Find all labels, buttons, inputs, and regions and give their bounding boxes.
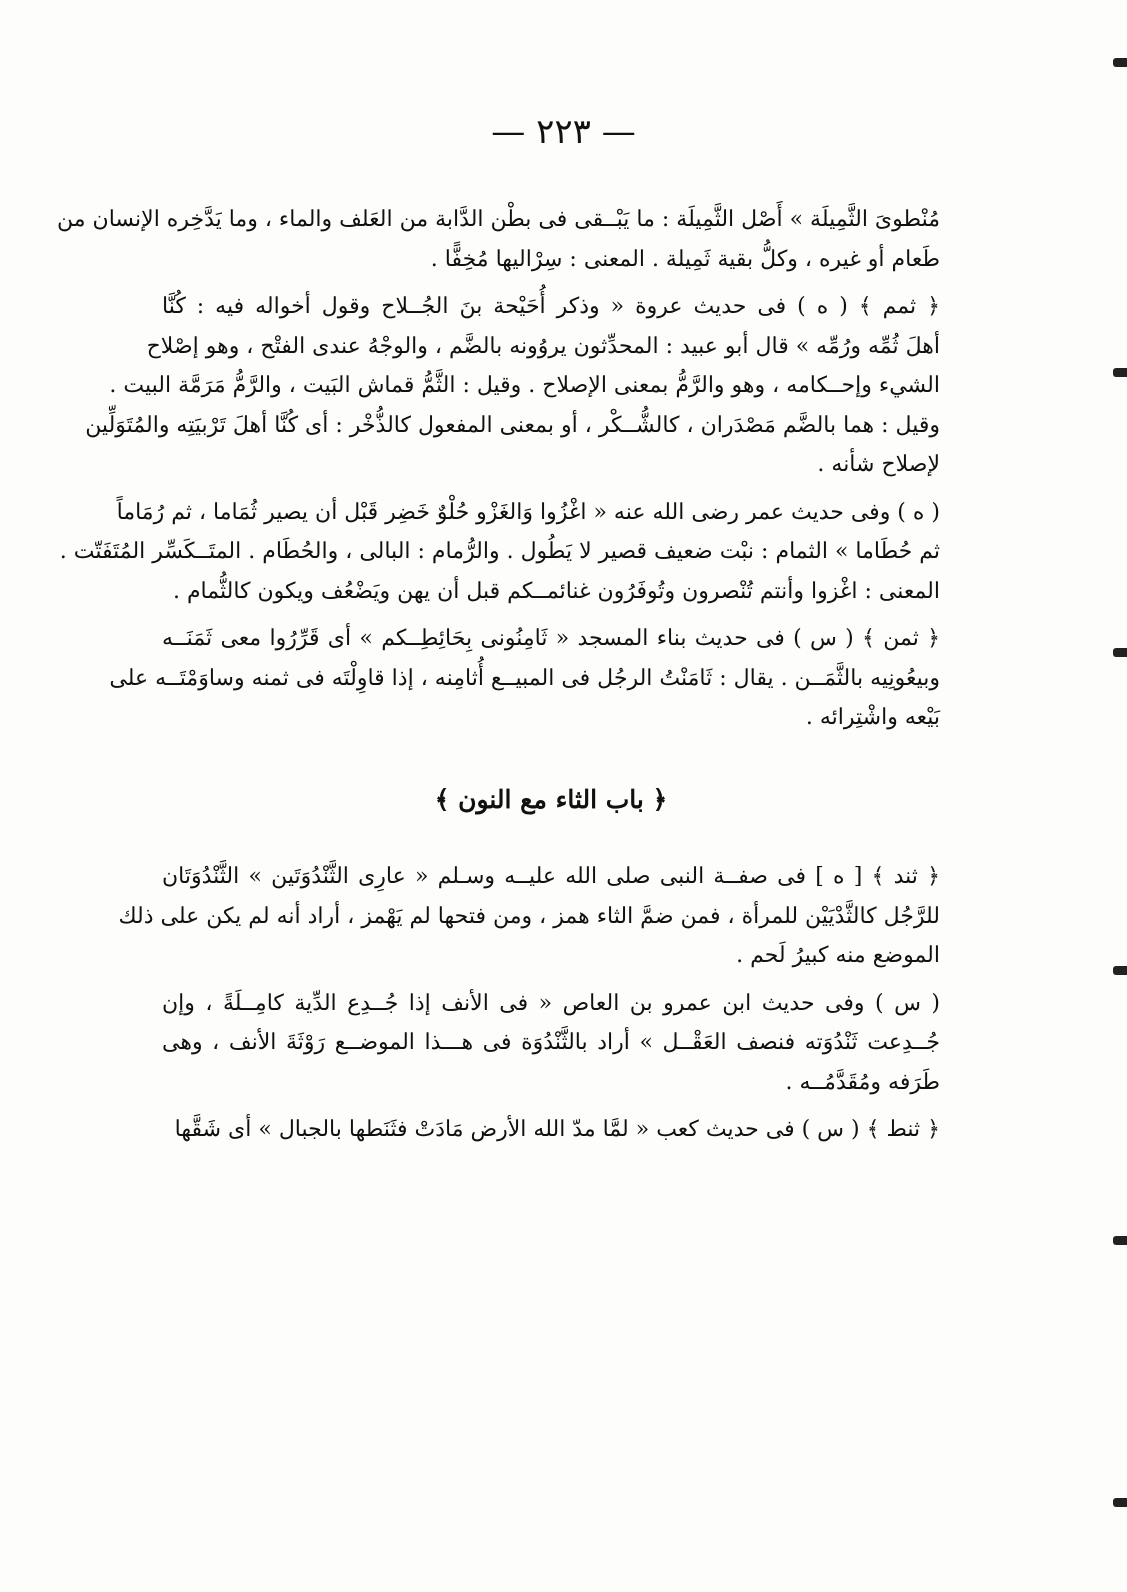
section-heading: ﴿ باب الثاء مع النون ﴾ [434,784,668,814]
text-block [57,200,940,1158]
text-line: طَعام أو غيره ، وكلُّ بقية ثَمِيلة . المعنى : سِرْاليها مُخِفًّا . [430,246,940,272]
text-line: طَرَفه ومُقَدَّمُــه . [785,1069,940,1095]
paragraph [118,857,940,976]
text-line: المعنى : اغْزوا وأنتم تُنْصرون وتُوفَرُون غنائمــكم قبل أن يهن ويَضْعُف ويكون كالثُّمام . [172,578,940,604]
paragraph [109,619,940,738]
page-edge-mark [1113,648,1127,657]
text-line: مُنْطوىَ الثَّمِيلَة » أَصْل الثَّمِيلَة : ما يَبْــقى فى بطْن الدَّابة من العَلف والماء ، وما يَدَّخِره الإنسان من [57,207,940,232]
text-line: ﴿ ثند ﴾ [ ه ] فى صفــة النبى صلى الله عليــه وسـلم « عارِى الثَّنْدُوَتَين » الثَّنْدُوَتَان [162,864,940,889]
text-line: جُــدِعت ثَنْدُوَته فنصف العَقْــل » أراد بالثَّنْدُوَة فى هـــذا الموضــع رَوْثَةَ الأنف ، وهى [162,1030,940,1055]
paragraph [162,1110,940,1150]
text-line: أهلَ ثُمِّه ورُمِّه » قال أبو عبيد : المحدِّثون يروُونه بالضَّم ، والوجْهُ عندى الفتْح ، وهو إصْلاح [146,333,940,359]
text-line: الشيء وإحــكامه ، وهو والرَّمُّ بمعنى الإصلاح . وقيل : الثَّمُّ قماش البَيت ، والرَّمُّ مَرَمَّة البيت . [109,373,940,398]
page-edge-mark [1113,1498,1127,1507]
page-edge-mark [1113,1236,1127,1245]
paragraph [57,200,940,279]
text-line: ( س ) وفى حديث ابن عمرو بن العاص « فى الأنف إذا جُــدِع الدِّية كامِــلَةً ، وإن [162,990,940,1016]
text-line: وقيل : هما بالضَّم مَصْدَران ، كالشُّــكْر ، أو بمعنى المفعول كالذُّخْر : أى كُنَّا أهلَ تَرْبيَتِه والمُتَوَلِّين [85,412,940,438]
paragraph [85,287,940,485]
page-edge-mark [1113,58,1127,67]
text-line: لإصلاح شأنه . [817,452,940,477]
paragraph [162,984,940,1103]
text-line: للرَّجُل كالثَّدْيَيْن للمرأة ، فمن ضمَّ الثاء همز ، ومن فتحها لم يَهْمز ، أراد أنه لم يكن على ذلك [118,903,940,929]
text-line: ﴿ ثمم ﴾ ( ه ) فى حديث عروة « وذكر أُحَيْحة بنَ الجُــلاح وقول أخواله فيه : كُنَّا [162,294,940,319]
paragraph [59,493,940,612]
text-line: بَيْعه واشْتِرائه . [805,705,940,730]
text-line: ( ه ) وفى حديث عمر رضى الله عنه « اغْزُوا وَالغَزْو حُلْوٌ خَضِر قَبْل أن يصير ثُمَاما ، ثم رُمَاماً [116,499,940,525]
text-line: الموضع منه كبيرُ لَحم . [736,943,940,968]
text-line: ثم حُطَاما » الثمام : نبْت ضعيف قصير لا يَطُول . والرُّمام : البالى ، والحُطَام . المتَــكَسِّر المُتَفَتّت . [59,539,940,564]
text-line: ﴿ ثمن ﴾ ( س ) فى حديث بناء المسجد « ثَامِنُونى بِحَائِطِــكم » أى قَرِّرُوا معى ثَمَنَــه [162,626,940,651]
page-edge-mark [1113,966,1127,975]
text-line: ﴿ ثنط ﴾ ( س ) فى حديث كعب « لمَّا مدّ الله الأرض مَادَتْ فثَنَطها بالجبال » أى شَقَّها [174,1117,940,1142]
text-line: وبيعُونِيه بالثَّمَــن . يقال : ثَامَنْتُ الرجُل فى المبيــع أُثامِنه ، إذا قاوِلْتَه فى ثمنه وساوَمْتَــه على [109,665,940,691]
page-number: — ٢٢٣ — [491,112,636,152]
page-edge-mark [1113,368,1127,377]
